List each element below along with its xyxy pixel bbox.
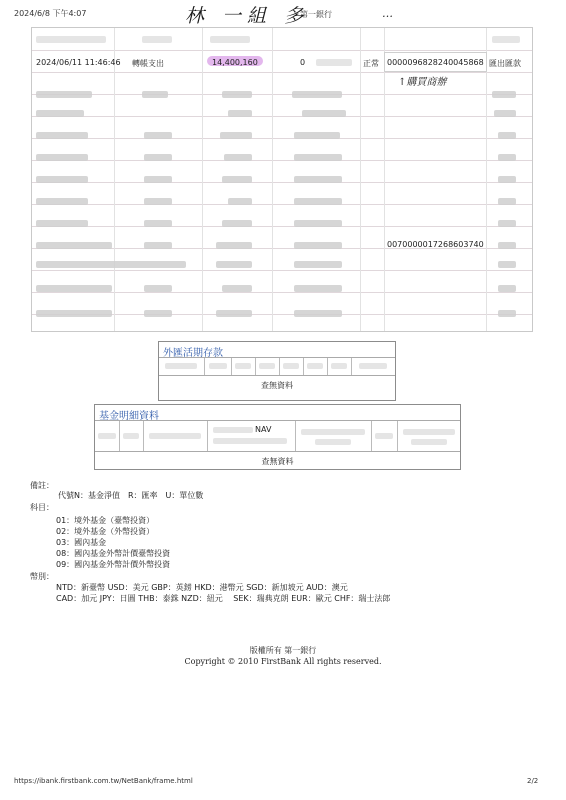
fx-no-data: 查無資料	[261, 381, 293, 390]
print-datetime: 2024/6/8 下午4:07	[14, 9, 87, 18]
subject-item: 03：國內基金	[56, 538, 107, 547]
code-legend: 代號N：基金淨值 R：匯率 U：單位數	[58, 491, 204, 500]
transaction-deposit: 0	[300, 58, 306, 67]
fund-panel-title: 基金明細資料	[95, 405, 460, 421]
copyright-en: Copyright © 2010 FirstBank All rights reserved.	[184, 657, 382, 666]
transaction-datetime: 2024/06/11 11:46:46	[36, 58, 121, 67]
bank-name: 第一銀行	[300, 10, 332, 19]
handwriting-annotation-top: 林 一組 多	[185, 5, 310, 27]
transaction-remark: 匯出匯款	[489, 59, 521, 68]
handwriting-annotation-top-right: …	[382, 7, 395, 20]
fx-panel-title: 外匯活期存款	[159, 342, 395, 358]
currency-legend-line2: CAD：加元 JPY：日圓 THB：泰銖 NZD：紐元 SEK：瑞典克朗 EUR：歐元 CHF：瑞士法郎	[56, 594, 391, 603]
fund-panel-header-row	[95, 421, 460, 452]
remark-label: 備註：	[30, 481, 54, 490]
subject-item: 09：國內基金外幣計價外幣投資	[56, 560, 171, 569]
second-account: 0070000017268603740	[387, 240, 484, 249]
subject-item: 01：境外基金（臺幣投資）	[56, 516, 155, 525]
currency-legend-line1: NTD：新臺幣 USD：美元 GBP：英鎊 HKD：港幣元 SGD：新加坡元 AUD：澳元	[56, 583, 348, 592]
fx-deposit-panel	[158, 341, 396, 401]
page-url: https://ibank.firstbank.com.tw/NetBank/frame.html	[14, 777, 193, 785]
fund-detail-panel	[94, 404, 461, 470]
fund-no-data: 查無資料	[261, 457, 294, 466]
fund-nav-header: NAV	[255, 425, 272, 434]
subject-item: 08：國內基金外幣計價臺幣投資	[56, 549, 171, 558]
transaction-type: 轉帳支出	[132, 59, 164, 68]
legend-notes	[30, 480, 530, 610]
page-number: 2/2	[527, 777, 539, 785]
fx-panel-header-row	[159, 358, 395, 376]
currency-label: 幣別：	[30, 572, 54, 581]
transaction-amount: 14,400,160	[212, 58, 258, 67]
subject-item: 02：境外基金（外幣投資）	[56, 527, 155, 536]
transaction-status: 正常	[363, 59, 379, 68]
copyright-cn: 版權所有 第一銀行	[249, 646, 317, 655]
transaction-table	[31, 27, 533, 332]
handwritten-note: ↑購買商辦	[398, 77, 447, 88]
transaction-account: 0000096828240045868	[387, 58, 484, 67]
subject-label: 科目：	[30, 503, 54, 512]
